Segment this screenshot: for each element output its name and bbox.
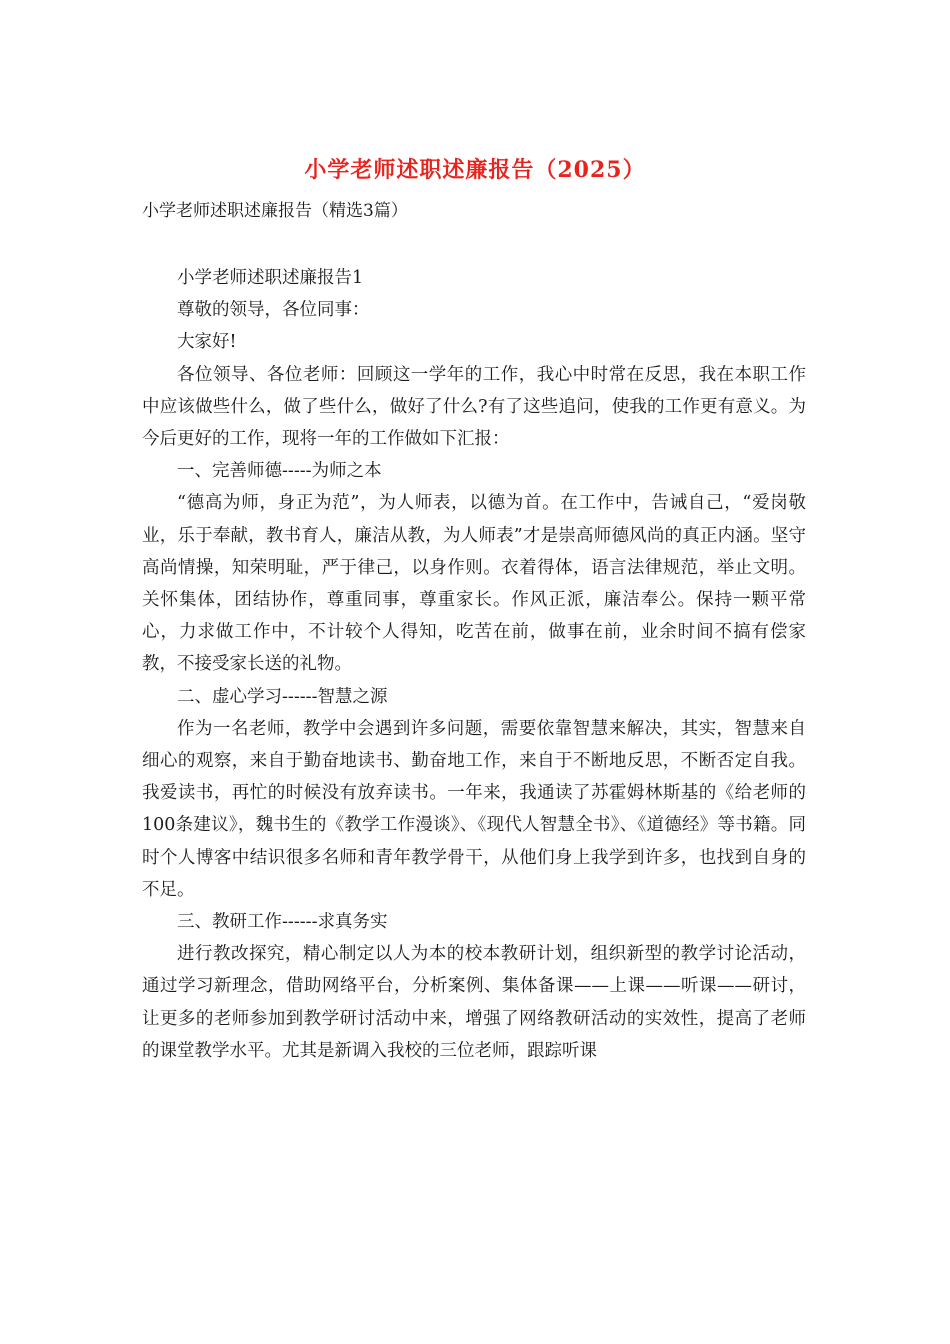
section-paragraph-1: “德高为师，身正为范”，为人师表，以德为首。在工作中，告诫自己，“爱岗敬业，乐于奉献，教书育人，廉洁从教，为人师表”才是崇高师德风尚的真正内涵。坚守高尚情操，知荣明耻，严于律己，以身作则。衣着得体，语言法律规范，举止文明。关怀集体，团结协作，尊重同事，尊重家长。作风正派，廉洁奉公。保持一颗平常心，力求做工作中，不计较个人得知，吃苦在前，做事在前，业余时间不搞有偿家教，不接受家长送的礼物。: [142, 493, 806, 675]
greeting: 大家好!: [177, 332, 237, 353]
document-subtitle: 小学老师述职述廉报告（精选3篇）: [142, 201, 408, 221]
report-heading: 小学老师述职述廉报告1: [177, 268, 364, 288]
section-paragraph-3: 进行教改探究，精心制定以人为本的校本教研计划，组织新型的教学讨论活动，通过学习新理念，借助网络平台，分析案例、集体备课——上课——听课——研讨，让更多的老师参加到教学研讨活动中来，增强了网络教研活动的实效性，提高了老师的课堂教学水平。尤其是新调入我校的三位老师，跟踪听课: [142, 944, 806, 1061]
section-heading-1: 一、完善师德-----为师之本: [177, 461, 382, 482]
section-heading-3: 三、教研工作------求真务实: [177, 912, 388, 933]
document-title: 小学老师述职述廉报告（2025）: [304, 157, 646, 183]
intro-paragraph: 各位领导、各位老师：回顾这一学年的工作，我心中时常在反思，我在本职工作中应该做些什么，做了些什么，做好了什么?有了这些追问，使我的工作更有意义。为今后更好的工作，现将一年的工作做如下汇报：: [142, 364, 806, 450]
salutation: 尊敬的领导，各位同事：: [177, 300, 370, 321]
section-paragraph-2: 作为一名老师，教学中会遇到许多问题，需要依靠智慧来解决，其实，智慧来自细心的观察，来自于勤奋地读书、勤奋地工作，来自于不断地反思，不断否定自我。我爱读书，再忙的时候没有放弃读书。一年来，我通读了苏霍姆林斯基的《给老师的100条建议》，魏书生的《教学工作漫谈》、《现代人智慧全书》、《道德经》等书籍。同时个人博客中结识很多名师和青年教学骨干，从他们身上我学到许多，也找到自身的不足。: [142, 718, 806, 900]
document-body: [142, 262, 806, 1067]
section-heading-2: 二、虚心学习------智慧之源: [177, 686, 388, 707]
